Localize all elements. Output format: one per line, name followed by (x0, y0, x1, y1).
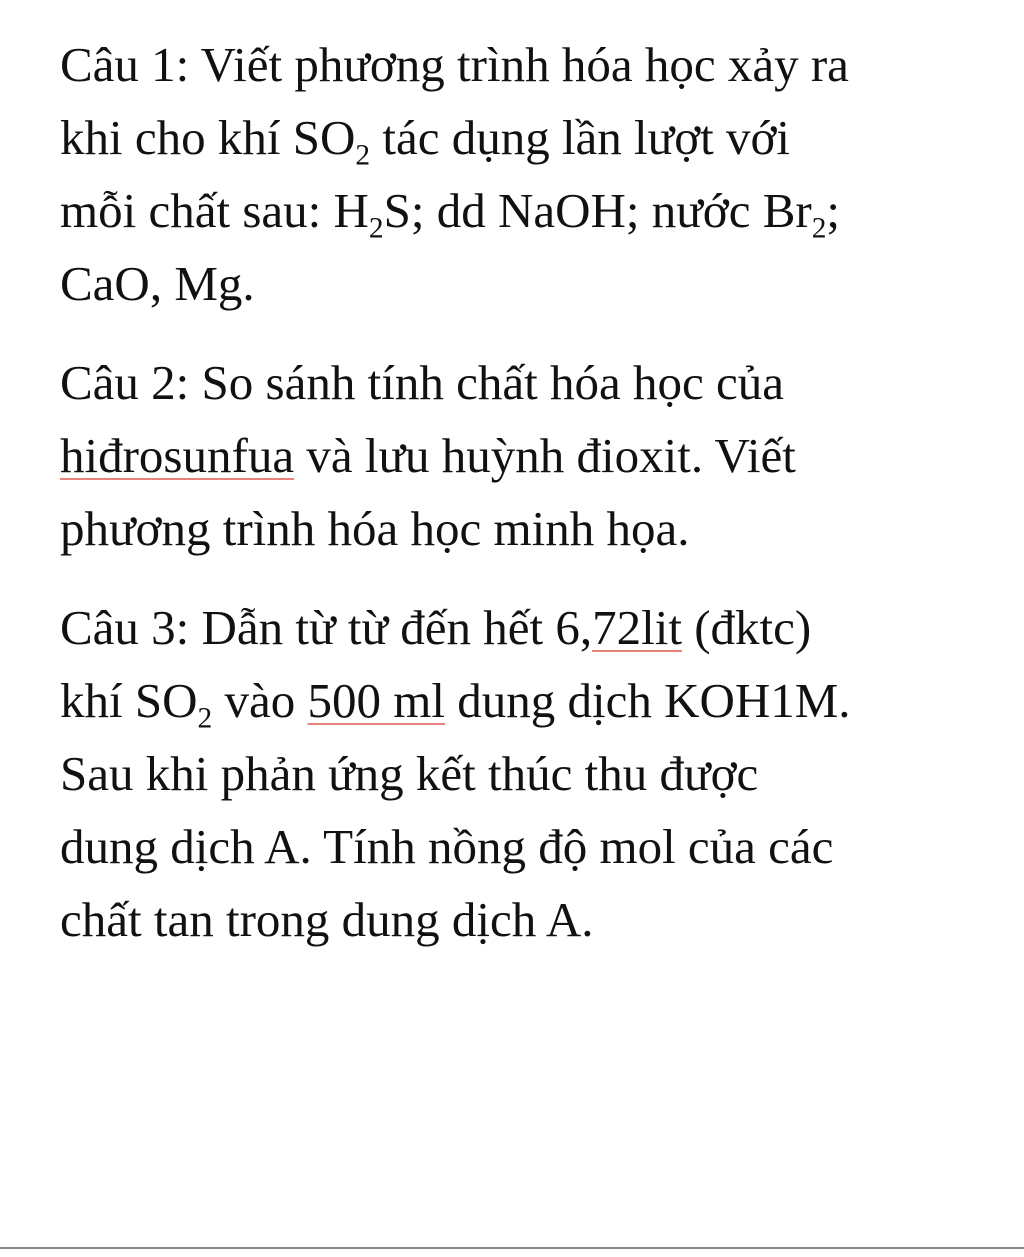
spellcheck-flagged-word: 500 ml (307, 673, 445, 728)
text-run: vào (212, 673, 308, 728)
text-run: dung dịch KOH1M. (444, 673, 851, 728)
question-line (60, 737, 980, 810)
question-1 (60, 28, 980, 320)
text-run: chất tan trong dung dịch A. (60, 892, 594, 947)
text-run: (đktc) (681, 600, 812, 655)
text-run: ; (826, 183, 841, 238)
question-line (60, 174, 980, 247)
question-line (60, 664, 980, 737)
question-line (60, 591, 980, 664)
text-run: tác dụng lần lượt với (370, 110, 791, 165)
text-run: và lưu huỳnh đioxit. Viết (294, 428, 796, 483)
text-run: mỗi chất sau: H (60, 183, 369, 238)
question-line (60, 883, 980, 956)
text-run: S; dd NaOH; nước Br (383, 183, 812, 238)
document-body (60, 28, 980, 982)
spellcheck-flagged-word: 72lit (592, 600, 682, 655)
text-run: khí SO (60, 673, 198, 728)
question-line (60, 101, 980, 174)
text-run: khi cho khí SO (60, 110, 356, 165)
spellcheck-flagged-word: hiđrosunfua (60, 428, 295, 483)
subscript: 2 (368, 212, 384, 245)
text-run: Câu 2: So sánh tính chất hóa học của (60, 355, 784, 410)
question-2 (60, 346, 980, 565)
text-run: Câu 1: Viết phương trình hóa học xảy ra (60, 37, 849, 92)
question-line (60, 419, 980, 492)
text-run: Sau khi phản ứng kết thúc thu được (60, 746, 759, 801)
question-line (60, 346, 980, 419)
question-line (60, 492, 980, 565)
question-3 (60, 591, 980, 956)
text-run: CaO, Mg. (60, 256, 255, 311)
text-run: Câu 3: Dẫn từ từ đến hết 6, (60, 600, 593, 655)
question-line (60, 247, 980, 320)
text-run: dung dịch A. Tính nồng độ mol của các (60, 819, 834, 874)
bottom-divider (0, 1247, 1024, 1249)
subscript: 2 (355, 139, 371, 172)
subscript: 2 (811, 212, 827, 245)
question-line (60, 810, 980, 883)
subscript: 2 (197, 702, 213, 735)
text-run: phương trình hóa học minh họa. (60, 501, 690, 556)
question-line (60, 28, 980, 101)
